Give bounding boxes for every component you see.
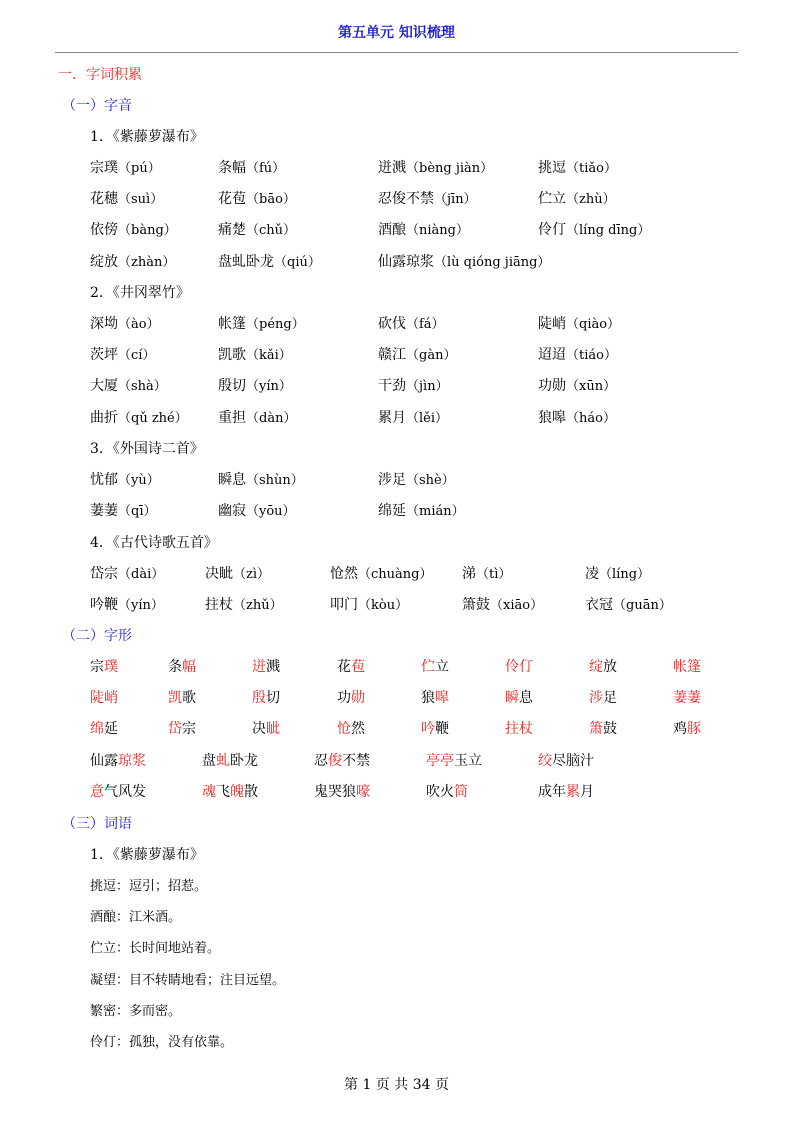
pronunciation-entry — [90, 157, 161, 177]
entry-pinyin: （shè） — [406, 473, 455, 488]
entry-pinyin: （tì） — [476, 567, 512, 582]
highlighted-character: 嗥 — [435, 690, 449, 707]
highlighted-character: 瞬 — [505, 690, 519, 707]
word-definition: 酒酿：江米酒。 — [90, 910, 182, 926]
page-title: 第五单元 知识梳理 — [338, 25, 455, 41]
highlighted-character: 累 — [566, 783, 580, 800]
character-form-word — [168, 687, 196, 707]
entry-word: 大厦 — [90, 378, 118, 395]
character-form-word — [90, 750, 146, 770]
pronunciation-row — [0, 469, 793, 491]
plain-character: 条 — [168, 659, 182, 675]
plain-character: 狼 — [421, 690, 435, 707]
character-form-word — [505, 718, 533, 738]
highlighted-character: 幅 — [182, 659, 196, 675]
plain-character: 仙露 — [90, 752, 118, 769]
pronunciation-entry — [538, 375, 616, 395]
character-form-word — [673, 687, 701, 707]
highlighted-character: 筒 — [454, 783, 468, 800]
highlighted-character: 伶仃 — [505, 659, 533, 675]
plain-character: 鼓 — [603, 721, 617, 738]
pronunciation-entry — [218, 375, 292, 395]
pronunciation-entry — [218, 407, 296, 427]
highlighted-character: 俊 — [328, 752, 342, 769]
entry-word: 箫鼓 — [462, 597, 490, 614]
plain-character: 然 — [351, 721, 365, 738]
highlighted-character: 绽 — [589, 659, 603, 675]
word-definition: 繁密：多而密。 — [90, 1003, 182, 1019]
highlighted-character: 怆 — [337, 721, 351, 738]
pronunciation-entry — [585, 563, 650, 583]
pronunciation-entry — [378, 500, 465, 520]
subsection-title-pronunciation: （一）字音 — [62, 98, 132, 114]
pronunciation-entry — [378, 219, 469, 239]
character-form-word — [202, 781, 258, 801]
character-form-word — [421, 656, 449, 676]
highlighted-character: 箫 — [589, 721, 603, 738]
pronunciation-entry — [90, 563, 164, 583]
plain-character: 散 — [244, 783, 258, 800]
entry-pinyin: （shà） — [118, 379, 167, 395]
entry-word: 涉足 — [378, 472, 406, 488]
entry-pinyin: （zhàn） — [118, 254, 176, 270]
plain-character: 玉立 — [454, 752, 482, 769]
pronunciation-entry — [90, 407, 188, 427]
pronunciation-lesson-title: 1．《紫藤萝瀑布》 — [90, 129, 204, 145]
entry-pinyin: （ào） — [118, 317, 160, 332]
entry-word: 酒酿 — [378, 222, 406, 239]
pronunciation-entry — [378, 375, 449, 395]
entry-pinyin: （kòu） — [358, 598, 409, 614]
entry-pinyin: （dàn） — [246, 410, 297, 426]
entry-pinyin: （fá） — [406, 317, 445, 332]
entry-word: 叩门 — [330, 597, 358, 614]
pronunciation-entry — [218, 188, 296, 208]
highlighted-character: 亭亭 — [426, 752, 454, 769]
entry-pinyin: （tiǎo） — [566, 161, 617, 176]
pronunciation-entry — [378, 469, 455, 489]
entry-pinyin: （yōu） — [246, 504, 296, 520]
character-form-word — [90, 687, 118, 707]
entry-pinyin: （bāo） — [246, 192, 296, 208]
pronunciation-row — [0, 407, 793, 429]
character-form-word — [505, 656, 533, 676]
plain-character: 切 — [266, 690, 280, 707]
entry-word: 帐篷 — [218, 316, 246, 332]
character-form-word — [337, 718, 365, 738]
highlighted-character: 涉 — [589, 690, 603, 707]
entry-pinyin: （yù） — [118, 473, 160, 488]
entry-pinyin: （dài） — [118, 567, 165, 582]
pronunciation-entry — [378, 407, 448, 427]
highlighted-character: 琼浆 — [118, 752, 146, 769]
word-definition: 伶仃：孤独，没有依靠。 — [90, 1035, 234, 1050]
entry-word: 忍俊不禁 — [378, 191, 434, 208]
character-form-row — [0, 687, 793, 709]
highlighted-character: 伫 — [421, 659, 435, 675]
entry-word: 绽放 — [90, 253, 118, 270]
pronunciation-entry — [378, 157, 493, 177]
pronunciation-entry — [538, 219, 650, 239]
entry-pinyin: （chuàng） — [358, 567, 433, 582]
entry-pinyin: （fú） — [246, 161, 286, 176]
character-form-word — [90, 656, 118, 676]
character-form-word — [168, 656, 196, 676]
entry-word: 殷切 — [218, 378, 246, 395]
character-form-word — [314, 750, 370, 770]
entry-word: 累月 — [378, 409, 406, 426]
character-form-word — [589, 687, 617, 707]
pronunciation-entry — [218, 313, 305, 333]
pronunciation-entry — [378, 188, 477, 208]
plain-character: 成年 — [538, 783, 566, 800]
entry-pinyin: （zhù） — [566, 192, 616, 208]
pronunciation-entry — [538, 157, 617, 177]
pronunciation-entry — [218, 344, 292, 364]
highlighted-character: 岱 — [168, 721, 182, 738]
plain-character: 月 — [580, 783, 594, 800]
plain-character: 盘 — [202, 752, 216, 769]
pronunciation-entry — [330, 563, 432, 583]
entry-word: 吟鞭 — [90, 597, 118, 614]
entry-pinyin: （suì） — [118, 192, 164, 208]
character-form-word — [589, 656, 617, 676]
plain-character: 足 — [603, 690, 617, 707]
entry-pinyin: （kǎi） — [246, 348, 292, 364]
entry-word: 深坳 — [90, 316, 118, 332]
entry-pinyin: （xūn） — [566, 379, 617, 395]
entry-word: 拄杖 — [205, 597, 233, 614]
entry-pinyin: （niàng） — [406, 223, 469, 239]
pronunciation-row — [0, 375, 793, 397]
entry-pinyin: （cí） — [118, 348, 156, 364]
pronunciation-entry — [90, 251, 175, 271]
pronunciation-entry — [585, 594, 672, 614]
entry-word: 依傍 — [90, 222, 118, 239]
entry-word: 忧郁 — [90, 472, 118, 488]
pronunciation-entry — [90, 469, 160, 489]
plain-character: 鸡 — [673, 721, 687, 738]
plain-character: 宗 — [90, 659, 104, 675]
pronunciation-entry — [90, 313, 160, 333]
highlighted-character: 嚎 — [356, 783, 370, 800]
highlighted-character: 苞 — [351, 659, 365, 675]
pronunciation-entry — [538, 344, 617, 364]
pronunciation-row — [0, 251, 793, 273]
entry-word: 伶仃 — [538, 222, 566, 239]
character-form-word — [426, 750, 482, 770]
character-form-word — [337, 687, 365, 707]
pronunciation-lesson-title: 2．《井冈翠竹》 — [90, 285, 190, 301]
pronunciation-row — [0, 157, 793, 179]
entry-pinyin: （lěi） — [406, 410, 449, 426]
pronunciation-entry — [90, 594, 164, 614]
entry-pinyin: （gàn） — [406, 348, 457, 364]
plain-character: 不禁 — [342, 752, 370, 769]
highlighted-character: 虬 — [216, 752, 230, 769]
highlighted-character: 迸 — [252, 659, 266, 675]
pronunciation-entry — [462, 594, 543, 614]
pronunciation-entry — [378, 251, 550, 271]
highlighted-character: 意 — [90, 783, 104, 800]
entry-pinyin: （bàng） — [118, 223, 177, 239]
plain-character: 息 — [519, 690, 533, 707]
pronunciation-entry — [378, 344, 456, 364]
highlighted-character: 殷 — [252, 690, 266, 707]
plain-character: 延 — [104, 721, 118, 738]
entry-word: 曲折 — [90, 409, 118, 426]
pronunciation-row — [0, 563, 793, 585]
subsection-title-character-form: （二）字形 — [62, 628, 132, 644]
section-title-vocabulary: 一．字词积累 — [58, 67, 142, 83]
pronunciation-row — [0, 188, 793, 210]
character-form-row — [0, 781, 793, 803]
character-form-word — [505, 687, 533, 707]
character-form-word — [252, 718, 280, 738]
entry-word: 干劲 — [378, 378, 406, 395]
pronunciation-entry — [90, 375, 167, 395]
entry-word: 怆然 — [330, 566, 358, 582]
pronunciation-entry — [205, 594, 283, 614]
highlighted-character: 凯 — [168, 690, 182, 707]
entry-word: 萋萋 — [90, 503, 118, 520]
entry-pinyin: （pú） — [118, 161, 161, 176]
entry-word: 幽寂 — [218, 503, 246, 520]
highlighted-character: 陡峭 — [90, 690, 118, 707]
character-form-word — [426, 781, 468, 801]
entry-pinyin: （líng） — [599, 567, 651, 582]
character-form-row — [0, 718, 793, 740]
words-lesson-title: 1．《紫藤萝瀑布》 — [90, 847, 204, 863]
entry-word: 涕 — [462, 566, 476, 582]
entry-word: 陡峭 — [538, 316, 566, 332]
plain-character: 鬼哭狼 — [314, 783, 356, 800]
character-form-word — [538, 781, 594, 801]
character-form-word — [202, 750, 258, 770]
pronunciation-entry — [90, 500, 156, 520]
entry-word: 迢迢 — [538, 347, 566, 364]
entry-pinyin: （qiào） — [566, 317, 621, 332]
entry-pinyin: （mián） — [406, 504, 465, 520]
pronunciation-entry — [378, 313, 445, 333]
entry-word: 功勋 — [538, 378, 566, 395]
plain-character: 溅 — [266, 659, 280, 675]
entry-pinyin: （péng） — [246, 317, 305, 332]
character-form-word — [421, 718, 449, 738]
pronunciation-entry — [538, 188, 616, 208]
word-definition: 伫立：长时间地站着。 — [90, 941, 221, 957]
character-form-word — [673, 656, 701, 676]
entry-word: 绵延 — [378, 503, 406, 520]
entry-pinyin: （jīn） — [434, 192, 477, 208]
plain-character: 忍 — [314, 752, 328, 769]
pronunciation-entry — [90, 344, 155, 364]
highlighted-character: 魄 — [230, 783, 244, 800]
entry-pinyin: （zì） — [233, 567, 271, 582]
entry-word: 挑逗 — [538, 160, 566, 176]
plain-character: 花 — [337, 659, 351, 675]
entry-pinyin: （chǔ） — [246, 223, 297, 239]
pronunciation-entry — [462, 563, 511, 583]
character-form-row — [0, 750, 793, 772]
entry-pinyin: （háo） — [566, 410, 616, 426]
entry-word: 仙露琼浆 — [378, 253, 434, 270]
page-footer: 第 1 页 共 34 页 — [344, 1077, 449, 1093]
entry-word: 狼嗥 — [538, 409, 566, 426]
character-form-word — [168, 718, 196, 738]
character-form-word — [252, 656, 280, 676]
plain-character: 决 — [252, 721, 266, 738]
entry-word: 花苞 — [218, 191, 246, 208]
entry-pinyin: （jìn） — [406, 379, 449, 395]
entry-word: 瞬息 — [218, 472, 246, 488]
pronunciation-row — [0, 594, 793, 616]
plain-character: 鞭 — [435, 721, 449, 738]
pronunciation-entry — [218, 500, 296, 520]
highlighted-character: 拄杖 — [505, 721, 533, 738]
highlighted-character: 魂 — [202, 783, 216, 800]
pronunciation-entry — [218, 157, 285, 177]
word-definition: 挑逗：逗引；招惹。 — [90, 879, 208, 894]
entry-word: 凯歌 — [218, 347, 246, 364]
plain-character: 放 — [603, 659, 617, 675]
subsection-title-words: （三）词语 — [62, 816, 132, 832]
highlighted-character: 帐篷 — [673, 659, 701, 675]
highlighted-character: 豚 — [687, 721, 701, 738]
word-definition: 凝望：目不转睛地看；注目远望。 — [90, 972, 286, 988]
entry-pinyin: （shùn） — [246, 473, 304, 488]
plain-character: 卧龙 — [230, 752, 258, 769]
character-form-row — [0, 656, 793, 678]
character-form-word — [589, 718, 617, 738]
pronunciation-entry — [538, 407, 616, 427]
entry-word: 砍伐 — [378, 316, 406, 332]
highlighted-character: 璞 — [104, 659, 118, 675]
pronunciation-entry — [205, 563, 270, 583]
pronunciation-entry — [218, 251, 321, 271]
highlighted-character: 绵 — [90, 721, 104, 738]
pronunciation-row — [0, 219, 793, 241]
entry-word: 凌 — [585, 566, 599, 582]
entry-pinyin: （yín） — [246, 379, 292, 395]
entry-word: 花穗 — [90, 191, 118, 208]
pronunciation-entry — [90, 188, 163, 208]
highlighted-character: 眦 — [266, 721, 280, 738]
character-form-word — [673, 718, 701, 738]
highlighted-character: 勋 — [351, 690, 365, 707]
entry-pinyin: （lù qióng jiāng） — [434, 254, 551, 270]
pronunciation-row — [0, 344, 793, 366]
pronunciation-entry — [218, 469, 304, 489]
pronunciation-entry — [330, 594, 408, 614]
pronunciation-entry — [90, 219, 177, 239]
entry-pinyin: （líng dīng） — [566, 223, 651, 239]
entry-word: 茨坪 — [90, 347, 118, 364]
entry-pinyin: （qī） — [118, 504, 157, 520]
entry-word: 宗璞 — [90, 160, 118, 176]
entry-word: 迸溅 — [378, 160, 406, 176]
entry-word: 重担 — [218, 409, 246, 426]
highlighted-character: 萋萋 — [673, 690, 701, 707]
plain-character: 尽脑汁 — [552, 752, 594, 769]
character-form-word — [314, 781, 370, 801]
pronunciation-row — [0, 313, 793, 335]
character-form-word — [538, 750, 594, 770]
plain-character: 歌 — [182, 690, 196, 707]
highlighted-character: 吟 — [421, 721, 435, 738]
entry-pinyin: （qǔ zhé） — [118, 410, 188, 426]
plain-character: 吹火 — [426, 783, 454, 800]
plain-character: 功 — [337, 690, 351, 707]
header-rule — [55, 52, 738, 53]
character-form-word — [337, 656, 365, 676]
entry-pinyin: （yín） — [118, 598, 164, 614]
plain-character: 气风发 — [104, 783, 146, 800]
entry-pinyin: （xiāo） — [490, 598, 544, 614]
entry-word: 衣冠 — [585, 597, 613, 614]
character-form-word — [90, 718, 118, 738]
entry-pinyin: （guān） — [613, 598, 672, 614]
entry-word: 条幅 — [218, 160, 246, 176]
entry-word: 赣江 — [378, 347, 406, 364]
pronunciation-row — [0, 500, 793, 522]
entry-pinyin: （tiáo） — [566, 348, 617, 364]
character-form-word — [90, 781, 146, 801]
plain-character: 宗 — [182, 721, 196, 738]
character-form-word — [252, 687, 280, 707]
pronunciation-entry — [538, 313, 620, 333]
entry-word: 决眦 — [205, 566, 233, 582]
entry-pinyin: （qiú） — [274, 254, 321, 270]
pronunciation-lesson-title: 4．《古代诗歌五首》 — [90, 535, 218, 551]
entry-word: 盘虬卧龙 — [218, 253, 274, 270]
pronunciation-entry — [218, 219, 296, 239]
entry-pinyin: （bèng jiàn） — [406, 161, 494, 176]
plain-character: 立 — [435, 659, 449, 675]
pronunciation-lesson-title: 3．《外国诗二首》 — [90, 441, 204, 457]
plain-character: 飞 — [216, 783, 230, 800]
entry-word: 岱宗 — [90, 566, 118, 582]
entry-word: 伫立 — [538, 191, 566, 208]
highlighted-character: 绞 — [538, 752, 552, 769]
entry-pinyin: （zhǔ） — [233, 598, 283, 614]
entry-word: 痛楚 — [218, 222, 246, 239]
character-form-word — [421, 687, 449, 707]
